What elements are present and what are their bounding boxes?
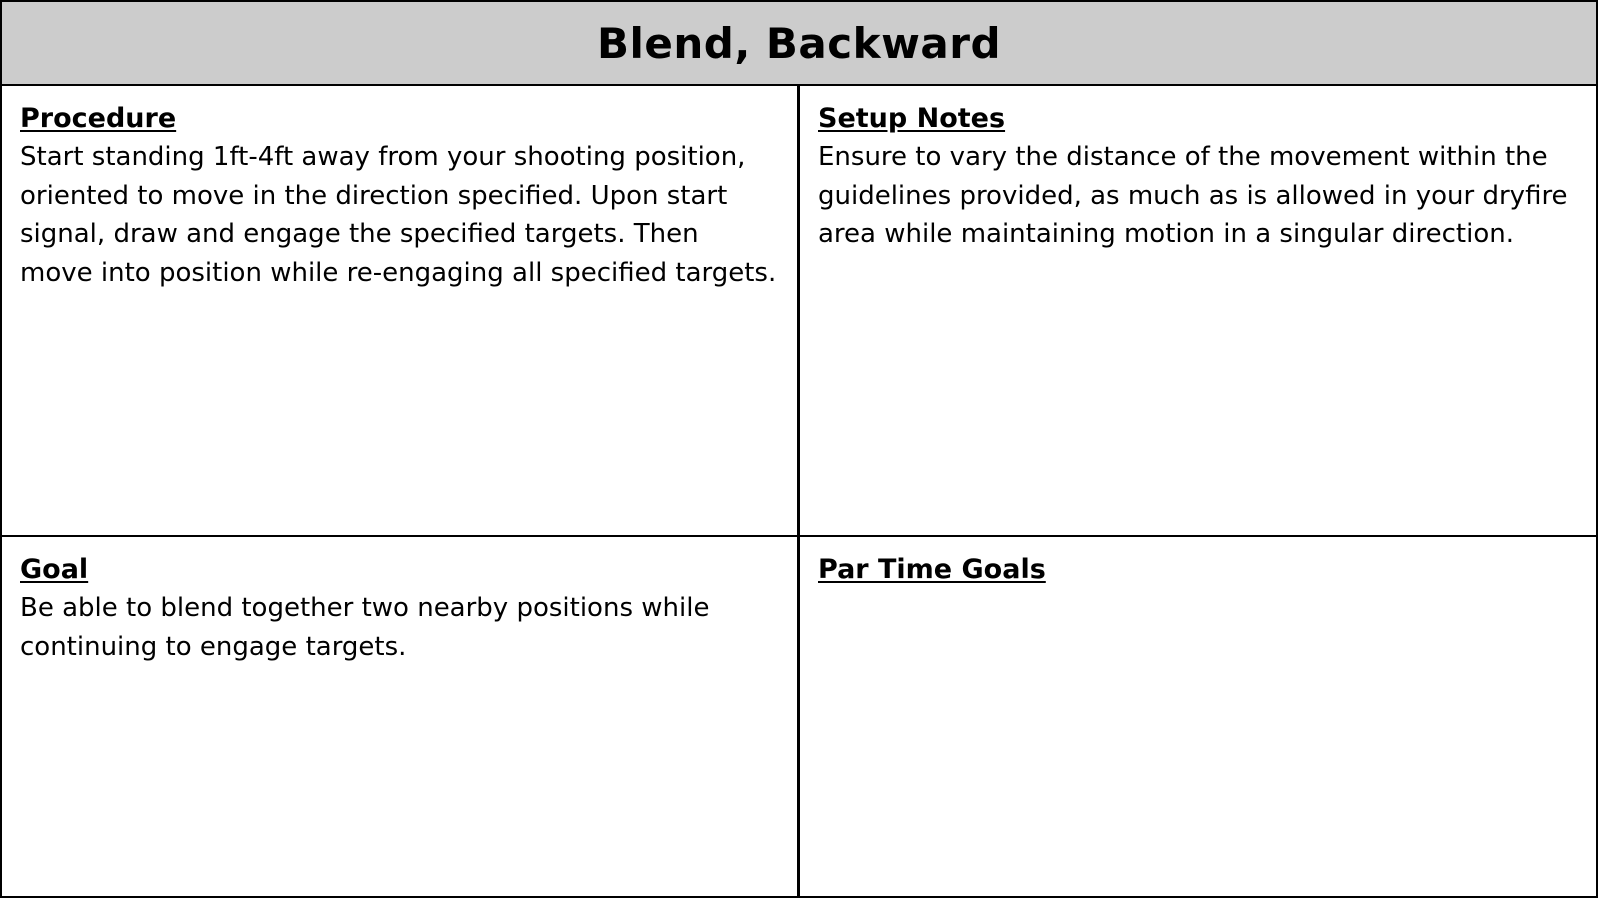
goal-section (2, 537, 800, 896)
procedure-heading: Procedure (20, 103, 177, 134)
setup-notes-heading: Setup Notes (818, 103, 1006, 134)
procedure-section (2, 86, 800, 537)
drill-title: Blend, Backward (596, 18, 1002, 68)
drill-sections-grid (2, 86, 1596, 896)
goal-text: Be able to blend together two nearby positions while continuing to engage targets. (20, 593, 710, 662)
par-time-goals-heading: Par Time Goals (818, 554, 1046, 585)
procedure-text: Start standing 1ft-4ft away from your shooting position, oriented to move in the direction specified. Upon start signal, draw and engage the specified targets. Then move into position while re-engaging all specified targets. (20, 142, 777, 288)
par-time-goals-section (800, 537, 1596, 896)
title-bar (2, 2, 1596, 86)
setup-notes-text: Ensure to vary the distance of the movement within the guidelines provided, as much as is allowed in your dryfire area while maintaining motion in a singular direction. (818, 142, 1568, 249)
setup-notes-section (800, 86, 1596, 537)
goal-heading: Goal (20, 554, 89, 585)
